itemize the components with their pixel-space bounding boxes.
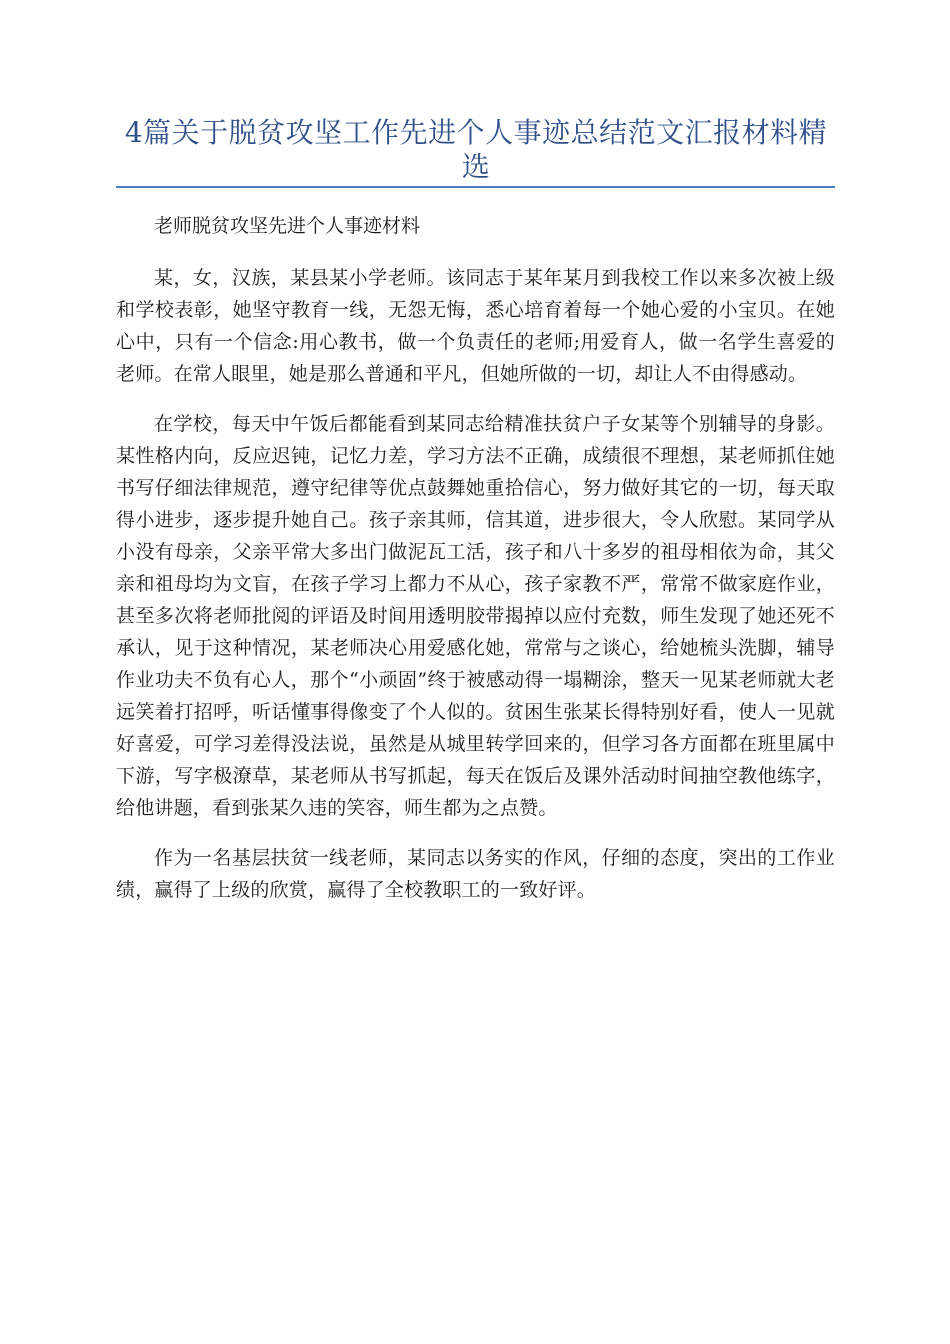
paragraph-3: 作为一名基层扶贫一线老师，某同志以务实的作风，仔细的态度，突出的工作业绩，赢得了上级的欣赏，赢得了全校教职工的一致好评。 (116, 847, 835, 901)
document-body (116, 210, 835, 924)
title-divider (116, 186, 835, 188)
document-title: 4篇关于脱贫攻坚工作先进个人事迹总结范文汇报材料精选 (124, 116, 828, 183)
paragraph-2: 在学校，每天中午饭后都能看到某同志给精准扶贫户子女某等个别辅导的身影。某性格内向，反应迟钝，记忆力差，学习方法不正确，成绩很不理想，某老师抓住她书写仔细法律规范，遵守纪律等优点鼓舞她重拾信心，努力做好其它的一切，每天取得小进步，逐步提升她自己。孩子亲其师，信其道，进步很大，令人欣慰。某同学从小没有母亲，父亲平常大多出门做泥瓦工活，孩子和八十多岁的祖母相依为命，其父亲和祖母均为文盲，在孩子学习上都力不从心，孩子家教不严，常常不做家庭作业，甚至多次将老师批阅的评语及时间用透明胶带揭掉以应付充数，师生发现了她还死不承认，见于这种情况，某老师决心用爱感化她，常常与之谈心，给她梳头洗脚，辅导作业功夫不负有心人，那个“小顽固”终于被感动得一塌糊涂，整天一见某老师就大老远笑着打招呼，听话懂事得像变了个人似的。贫困生张某长得特别好看，使人一见就好喜爱，可学习差得没法说，虽然是从城里转学回来的，但学习各方面都在班里属中下游，写字极潦草，某老师从书写抓起，每天在饭后及课外活动时间抽空教他练字，给他讲题，看到张某久违的笑容，师生都为之点赞。 (116, 413, 835, 819)
paragraph-1: 某，女，汉族，某县某小学老师。该同志于某年某月到我校工作以来多次被上级和学校表彰，她坚守教育一线，无怨无悔，悉心培育着每一个她心爱的小宝贝。在她心中，只有一个信念:用心教书，做一个负责任的老师;用爱育人，做一名学生喜爱的老师。在常人眼里，她是那么普通和平凡，但她所做的一切，却让人不由得感动。 (116, 267, 835, 385)
section-heading: 老师脱贫攻坚先进个人事迹材料 (154, 215, 421, 237)
